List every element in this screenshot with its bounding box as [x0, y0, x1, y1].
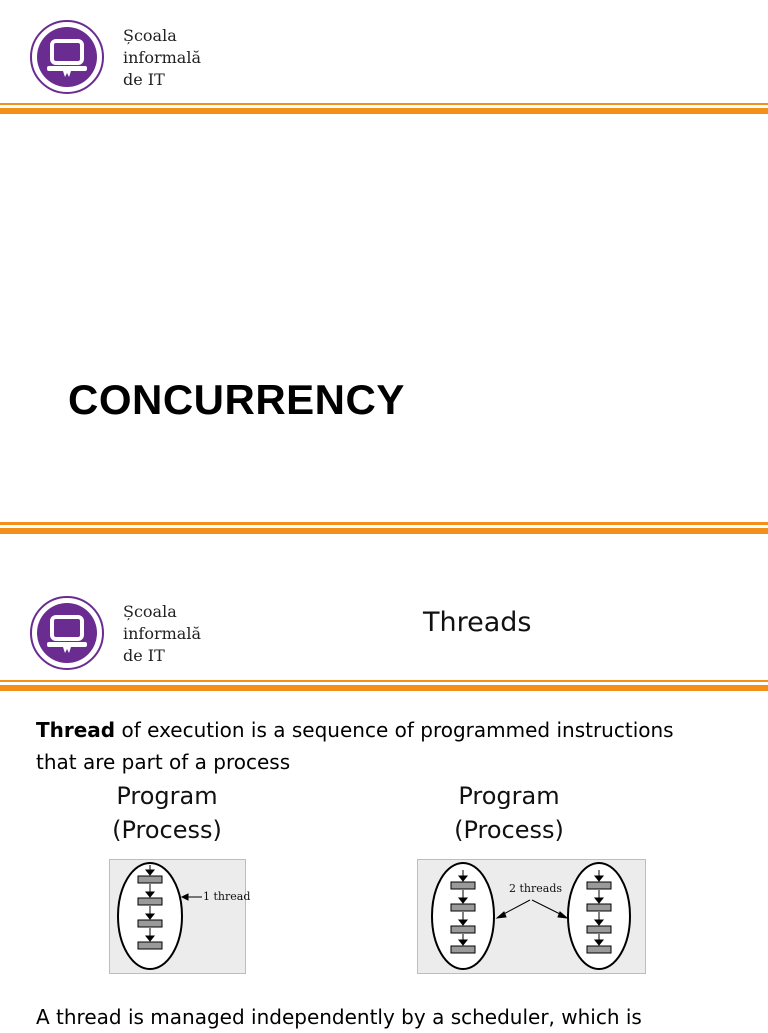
header-divider-top-2	[0, 680, 768, 682]
header-divider-bottom-2	[0, 685, 768, 691]
single-thread-figure	[109, 859, 251, 974]
intro-definition: of execution is a sequence of programmed instructions	[115, 718, 674, 742]
left-program-line-2: (Process)	[112, 816, 222, 844]
left-program-label	[88, 779, 246, 847]
logo-badge-2	[30, 596, 104, 670]
one-thread-label: 1 thread	[203, 890, 251, 903]
header-divider-top	[0, 103, 768, 105]
slide-title-concurrency: CONCURRENCY	[68, 376, 405, 423]
slide-separator-bottom	[0, 528, 768, 534]
logo-line-1: Școala	[123, 602, 177, 621]
logo-line-1: Școala	[123, 26, 177, 45]
two-thread-figure	[417, 859, 646, 974]
logo-badge	[30, 20, 104, 94]
right-program-line-2: (Process)	[454, 816, 564, 844]
header-divider-bottom	[0, 108, 768, 114]
logo-line-2: informală	[123, 48, 201, 67]
slide-separator-top	[0, 522, 768, 525]
logo-line-3: de IT	[123, 646, 165, 665]
logo-text-2	[123, 601, 201, 667]
intro-term: Thread	[36, 718, 116, 742]
footer-paragraph: A thread is managed independently by a scheduler, which is	[36, 1005, 642, 1029]
left-program-line-1: Program	[116, 782, 218, 810]
label-pointers	[497, 900, 567, 918]
single-thread-diagram	[110, 860, 247, 975]
two-thread-diagram	[418, 860, 647, 975]
logo-text	[123, 25, 201, 91]
intro-paragraph-line-1	[36, 714, 674, 746]
laptop-icon	[37, 27, 97, 87]
two-threads-label: 2 threads	[509, 882, 563, 895]
right-program-label	[430, 779, 588, 847]
laptop-icon	[37, 603, 97, 663]
slide-title-threads: Threads	[423, 607, 532, 638]
logo-line-3: de IT	[123, 70, 165, 89]
right-program-line-1: Program	[458, 782, 560, 810]
label-pointer	[182, 894, 202, 900]
logo-line-2: informală	[123, 624, 201, 643]
intro-paragraph-line-2: that are part of a process	[36, 750, 291, 774]
